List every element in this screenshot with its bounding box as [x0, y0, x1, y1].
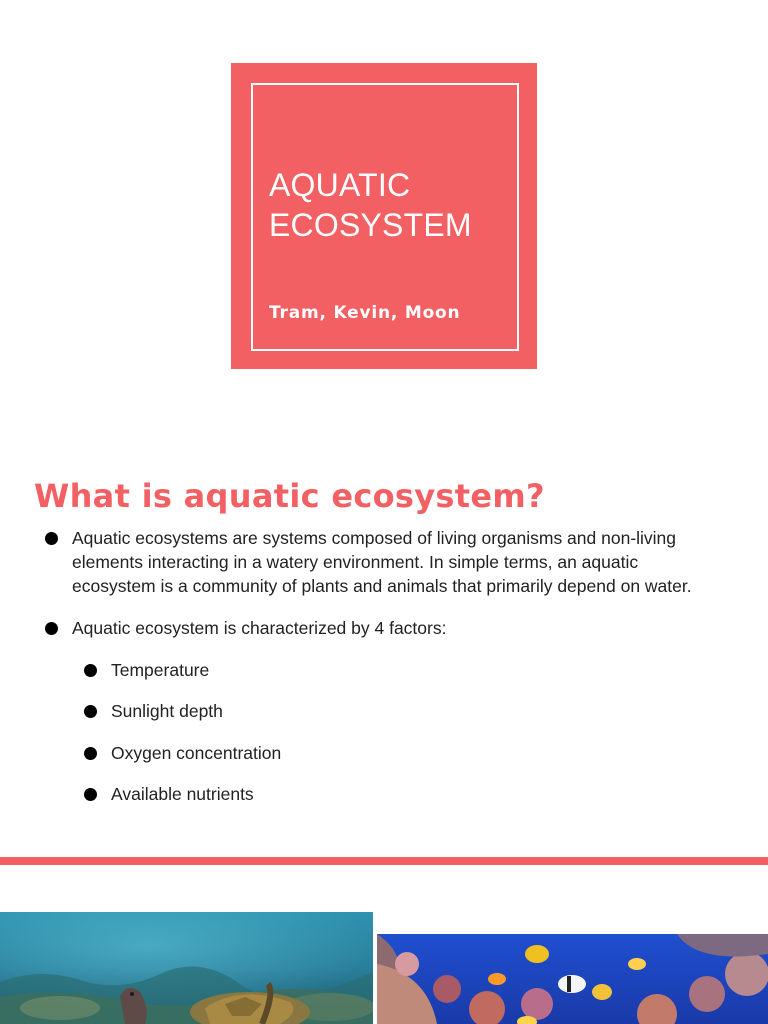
bullet-dot — [45, 532, 58, 545]
coral-reef-illustration — [377, 934, 768, 1024]
bullet-text: Aquatic ecosystems are systems composed of living organisms and non-living elements interacting in a watery environment. In simple terms, an aquatic ecosystem is a community of plants and animals that primarily depend on water. — [72, 528, 692, 596]
bullet-dot — [45, 622, 58, 635]
bullet-dot — [84, 664, 97, 677]
coral-reef-photo — [377, 934, 768, 1024]
sea-turtle-photo — [0, 912, 373, 1024]
bullet-item-factors — [0, 616, 768, 640]
factor-item-temperature — [0, 658, 768, 682]
title-frame — [251, 83, 519, 351]
presentation-authors: Tram, Kevin, Moon — [269, 303, 461, 323]
title-line-1: AQUATIC — [269, 167, 411, 203]
factor-text: Oxygen concentration — [111, 742, 282, 763]
presentation-title — [269, 165, 509, 245]
factor-item-nutrients — [0, 782, 768, 806]
title-card — [231, 63, 537, 369]
factor-item-sunlight — [0, 699, 768, 723]
bullet-dot — [84, 788, 97, 801]
title-line-2: ECOSYSTEM — [269, 207, 472, 243]
bullet-item-definition — [0, 526, 768, 598]
factor-text: Sunlight depth — [111, 701, 223, 721]
bullet-list — [0, 526, 768, 806]
section-heading: What is aquatic ecosystem? — [34, 477, 545, 515]
section-divider — [0, 857, 768, 865]
factor-item-oxygen — [0, 741, 768, 765]
bullet-dot — [84, 705, 97, 718]
bullet-text: Aquatic ecosystem is characterized by 4 factors: — [72, 618, 447, 638]
bullet-dot — [84, 747, 97, 760]
factor-text: Available nutrients — [111, 784, 254, 804]
sea-turtle-illustration — [0, 912, 373, 1024]
factor-text: Temperature — [111, 659, 210, 680]
